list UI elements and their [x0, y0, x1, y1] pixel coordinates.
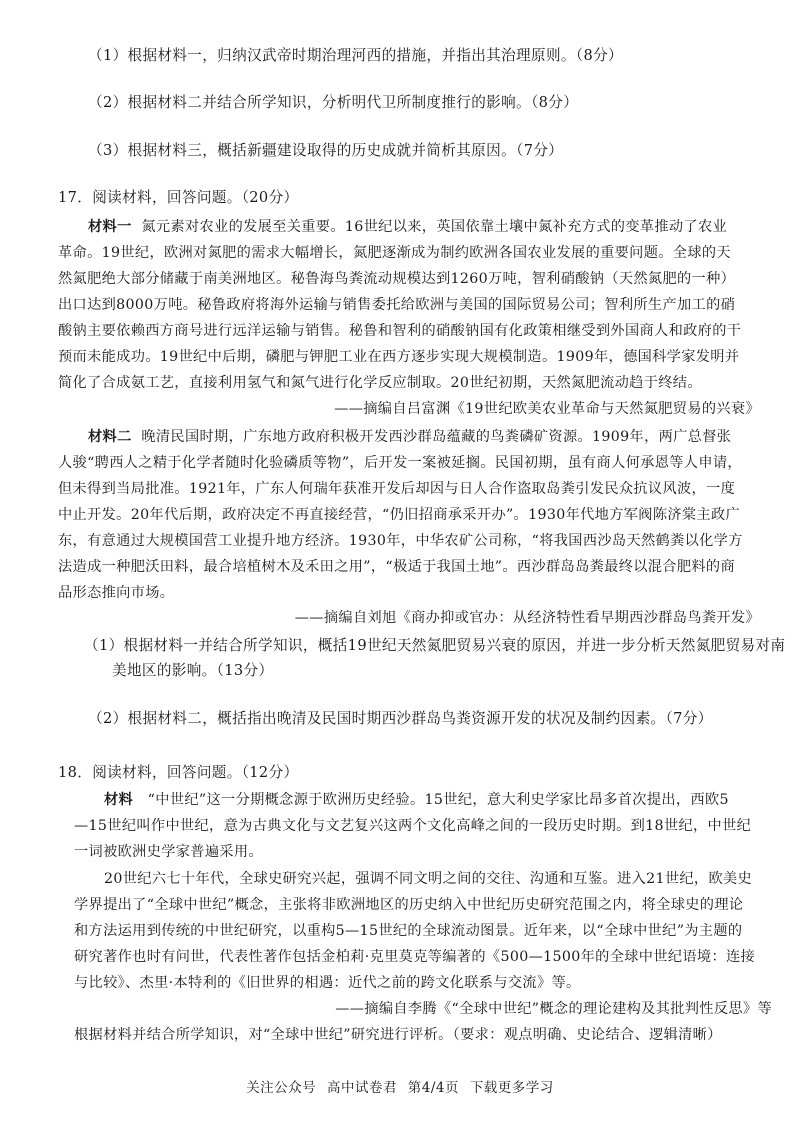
q17-material1-line: 酸钠主要依赖西方商号进行远洋运输与销售。秘鲁和智利的硝酸钠国有化政策相继受到外国商人和政府的干: [58, 323, 742, 339]
page-number: 第4/4页: [407, 1080, 460, 1096]
q18-task: 根据材料并结合所学知识，对“全球中世纪”研究进行评析。（要求：观点明确、史论结合、逻辑清晰）: [74, 1027, 722, 1043]
q17-material2-line: 材料二 晚清民国时期，广东地方政府积极开发西沙群岛蕴藏的鸟粪磷矿资源。1909年，两广总督张: [88, 429, 732, 445]
q17-material1-line: 材料一 氮元素对农业的发展至关重要。16世纪以来，英国依靠土壤中氮补充方式的变革推动了农业: [88, 219, 728, 235]
q17-material2-label: 材料二: [88, 429, 132, 445]
q17-material2-line: 法造成一种肥沃田料，最合培植树木及禾田之用”，“极适于我国土地”。西沙群岛岛粪最终以混合肥料的商: [58, 559, 735, 575]
footer-follow-text: 关注公众号: [246, 1080, 317, 1096]
footer-download-text: 下载更多学习: [469, 1080, 554, 1096]
q17-material1-label: 材料一: [88, 219, 132, 235]
q16-subquestion-1: （1）根据材料一，归纳汉武帝时期治理河西的措施，并指出其治理原则。（8分）: [88, 47, 624, 64]
q17-material2-line: 但未得到当局批准。1921年，广东人何瑞年获准开发后却因与日人合作盗取岛粪引发民众抗议风波，一度: [58, 481, 736, 497]
q18-material-line: —15世纪叫作中世纪，意为古典文化与文艺复兴这两个文化高峰之间的一段历史时期。到18世纪，中世纪: [74, 818, 752, 834]
q17-material2-line: 东，有意通过大规模国营工业提升地方经济。1930年，中华农矿公司称，“将我国西沙岛天然鹤粪以化学方: [58, 533, 743, 549]
footer-brand: 高中试卷君: [326, 1080, 397, 1096]
page-footer: [0, 1076, 800, 1096]
q17-material2-line: 中止开发。20年代后期，政府决定不再直接经营，“仍旧招商承采开办”。1930年代地方军阀陈济棠主政广: [58, 507, 741, 523]
q17-subquestion-1: （1）根据材料一并结合所学知识，概括19世纪天然氮肥贸易兴衰的原因，并进一步分析天然氮肥贸易对南: [84, 637, 786, 654]
q17-material2-line: 人骏“聘西人之精于化学者随时化验磷质等物”，后开发一案被延搁。民国初期，虽有商人何承恩等人申请，: [58, 455, 742, 471]
q18-material-line: 研究著作也时有问世，代表性著作包括金柏莉·克里莫克等编著的《500—1500年的全球中世纪语境：连接: [74, 949, 756, 965]
q17-material1-line: 革命。19世纪，欧洲对氮肥的需求大幅增长，氮肥逐渐成为制约欧洲各国农业发展的重要问题。全球的天: [58, 245, 731, 261]
q17-material1-line: 预而未能成功。19世纪中后期，磷肥与钾肥工业在西方逐步实现大规模制造。1909年，德国科学家发明并: [58, 349, 740, 365]
q18-material-line: 材料 “中世纪”这一分期概念源于欧洲历史经验。15世纪，意大利史学家比昂多首次提出，西欧5: [104, 792, 729, 808]
q18-heading: 18．阅读材料，回答问题。（12分）: [58, 764, 299, 781]
q17-material1-line: 出口达到8000万吨。秘鲁政府将海外运输与销售委托给欧洲与美国的国际贸易公司；智利所生产加工的硝: [58, 297, 736, 313]
q18-material-line: 一词被欧洲史学家普遍采用。: [74, 844, 263, 860]
q17-subquestion-1-cont: 美地区的影响。（13分）: [112, 662, 274, 679]
q17-material1-line: 然氮肥绝大部分储藏于南美洲地区。秘鲁海鸟粪流动规模达到1260万吨，智利硝酸钠（天然氮肥的一种）: [58, 271, 736, 287]
q17-material1-line: 简化了合成氨工艺，直接利用氢气和氮气进行化学反应制取。20世纪初期，天然氮肥流动趋于终结。: [58, 375, 702, 391]
q17-heading: 17．阅读材料，回答问题。（20分）: [58, 189, 299, 206]
q17-subquestion-2: （2）根据材料二，概括指出晚清及民国时期西沙群岛鸟粪资源开发的状况及制约因素。（7分）: [88, 710, 713, 727]
q17-material2-line: 品形态推向市场。: [58, 585, 175, 601]
q17-material1-source: ——摘编自吕富渊《19世纪欧美农业革命与天然氮肥贸易的兴衰》: [334, 401, 760, 417]
q17-material2-source: ——摘编自刘旭《商办抑或官办：从经济特性看早期西沙群岛鸟粪开发》: [294, 610, 760, 626]
q18-material-line: 20世纪六七十年代，全球史研究兴起，强调不同文明之间的交往、沟通和互鉴。进入21世纪，欧美史: [104, 871, 753, 887]
q18-material-line: 学界提出了“全球中世纪”概念，主张将非欧洲地区的历史纳入中世纪历史研究范围之内，将全球史的理论: [74, 897, 744, 913]
q16-subquestion-3: （3）根据材料三，概括新疆建设取得的历史成就并简析其原因。（7分）: [88, 142, 564, 159]
q18-material-line: 与比较》、杰里·本特利的《旧世界的相遇：近代之前的跨文化联系与交流》等。: [74, 975, 581, 991]
q16-subquestion-2: （2）根据材料二并结合所学知识，分析明代卫所制度推行的影响。（8分）: [88, 94, 579, 111]
q18-material-label: 材料: [104, 792, 134, 808]
q18-material-line: 和方法运用到传统的中世纪研究，以重构5—15世纪的全球流动图景。近年来，以“全球中世纪”为主题的: [74, 923, 743, 939]
q18-source: ——摘编自李腾《“全球中世纪”概念的理论建构及其批判性反思》等: [335, 1001, 772, 1017]
